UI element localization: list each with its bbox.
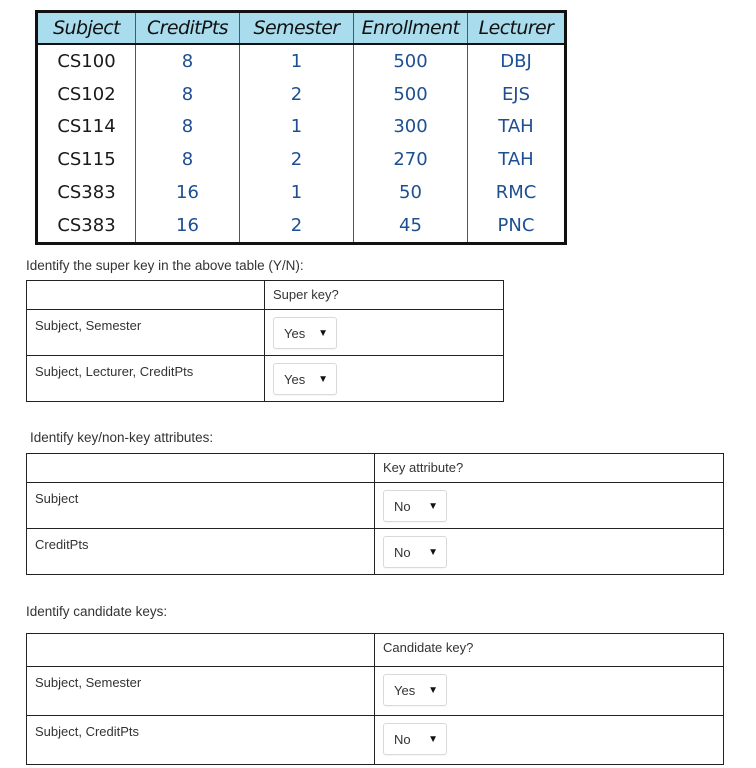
attribute-set-label: Subject, Semester: [27, 667, 375, 716]
selected-value: Yes: [284, 325, 306, 341]
cell-lecturer: TAH: [468, 143, 566, 176]
empty-header-cell: [27, 634, 375, 667]
cell-subject: CS100: [57, 50, 116, 72]
super-key-table: [26, 280, 504, 402]
super-key-prompt: Identify the super key in the above table (Y/N):: [26, 258, 304, 273]
cell-subject: CS383: [57, 182, 116, 204]
selected-value: No: [394, 731, 411, 747]
cell-semester: 1: [240, 44, 354, 78]
selected-value: No: [394, 498, 411, 514]
cell-enrollment: 500: [354, 78, 468, 111]
table-header-row: [27, 454, 724, 483]
attribute-label: CreditPts: [27, 529, 375, 575]
super-key-select-subject-lecturer-creditpts[interactable]: [273, 363, 337, 395]
cell-enrollment: 50: [354, 176, 468, 209]
cell-subject: CS114: [57, 116, 116, 138]
table-row: [37, 143, 566, 176]
selected-value: Yes: [394, 682, 416, 698]
table-row: [27, 356, 504, 402]
table-row: [37, 176, 566, 209]
cell-subject: CS383: [57, 214, 116, 236]
answer-cell: [375, 483, 724, 529]
course-data-table: [35, 10, 567, 245]
candidate-key-table: [26, 633, 724, 765]
candidate-key-select-subject-creditpts[interactable]: [383, 723, 447, 755]
column-header-subject: Subject: [37, 12, 136, 45]
caret-down-icon: ▼: [428, 733, 438, 745]
candidate-key-prompt: Identify candidate keys:: [26, 604, 168, 619]
empty-header-cell: [27, 454, 375, 483]
selected-value: No: [394, 544, 411, 560]
table-row: [37, 209, 566, 243]
table-header-row: [37, 12, 566, 45]
cell-creditpts: 8: [136, 78, 240, 111]
table-header-row: [27, 281, 504, 310]
cell-semester: 2: [240, 78, 354, 111]
column-header-enrollment: Enrollment: [354, 12, 468, 45]
key-attribute-table: [26, 453, 724, 575]
cell-enrollment: 45: [354, 209, 468, 243]
table-row: [37, 78, 566, 111]
candidate-key-column-header: Candidate key?: [375, 634, 724, 667]
caret-down-icon: ▼: [318, 327, 328, 339]
answer-cell: [375, 667, 724, 716]
table-row: [37, 111, 566, 144]
cell-creditpts: 8: [136, 143, 240, 176]
table-row: [37, 44, 566, 78]
table-row: [27, 483, 724, 529]
column-header-lecturer: Lecturer: [468, 12, 566, 45]
key-attribute-select-creditpts[interactable]: [383, 536, 447, 568]
key-attribute-select-subject[interactable]: [383, 490, 447, 522]
cell-creditpts: 8: [136, 111, 240, 144]
cell-lecturer: TAH: [468, 111, 566, 144]
table-row: [27, 310, 504, 356]
empty-header-cell: [27, 281, 265, 310]
key-attribute-prompt: Identify key/non-key attributes:: [30, 430, 214, 445]
cell-semester: 2: [240, 209, 354, 243]
answer-cell: [375, 529, 724, 575]
cell-creditpts: 16: [136, 209, 240, 243]
super-key-select-subject-semester[interactable]: [273, 317, 337, 349]
attribute-label: Subject: [27, 483, 375, 529]
cell-subject: CS115: [57, 149, 116, 171]
cell-semester: 1: [240, 176, 354, 209]
caret-down-icon: ▼: [428, 500, 438, 512]
column-header-semester: Semester: [240, 12, 354, 45]
cell-lecturer: RMC: [468, 176, 566, 209]
cell-enrollment: 270: [354, 143, 468, 176]
cell-creditpts: 8: [136, 44, 240, 78]
cell-lecturer: EJS: [468, 78, 566, 111]
attribute-set-label: Subject, CreditPts: [27, 716, 375, 765]
caret-down-icon: ▼: [318, 373, 328, 385]
table-row: [27, 529, 724, 575]
answer-cell: [265, 356, 504, 402]
table-header-row: [27, 634, 724, 667]
cell-subject: CS102: [57, 83, 116, 105]
cell-semester: 1: [240, 111, 354, 144]
caret-down-icon: ▼: [428, 684, 438, 696]
attribute-set-label: Subject, Lecturer, CreditPts: [27, 356, 265, 402]
cell-semester: 2: [240, 143, 354, 176]
cell-enrollment: 300: [354, 111, 468, 144]
super-key-column-header: Super key?: [265, 281, 504, 310]
cell-enrollment: 500: [354, 44, 468, 78]
table-row: [27, 667, 724, 716]
cell-lecturer: DBJ: [468, 44, 566, 78]
answer-cell: [265, 310, 504, 356]
cell-lecturer: PNC: [468, 209, 566, 243]
candidate-key-select-subject-semester[interactable]: [383, 674, 447, 706]
caret-down-icon: ▼: [428, 546, 438, 558]
selected-value: Yes: [284, 371, 306, 387]
column-header-creditpts: CreditPts: [136, 12, 240, 45]
answer-cell: [375, 716, 724, 765]
attribute-set-label: Subject, Semester: [27, 310, 265, 356]
table-row: [27, 716, 724, 765]
cell-creditpts: 16: [136, 176, 240, 209]
key-attribute-column-header: Key attribute?: [375, 454, 724, 483]
